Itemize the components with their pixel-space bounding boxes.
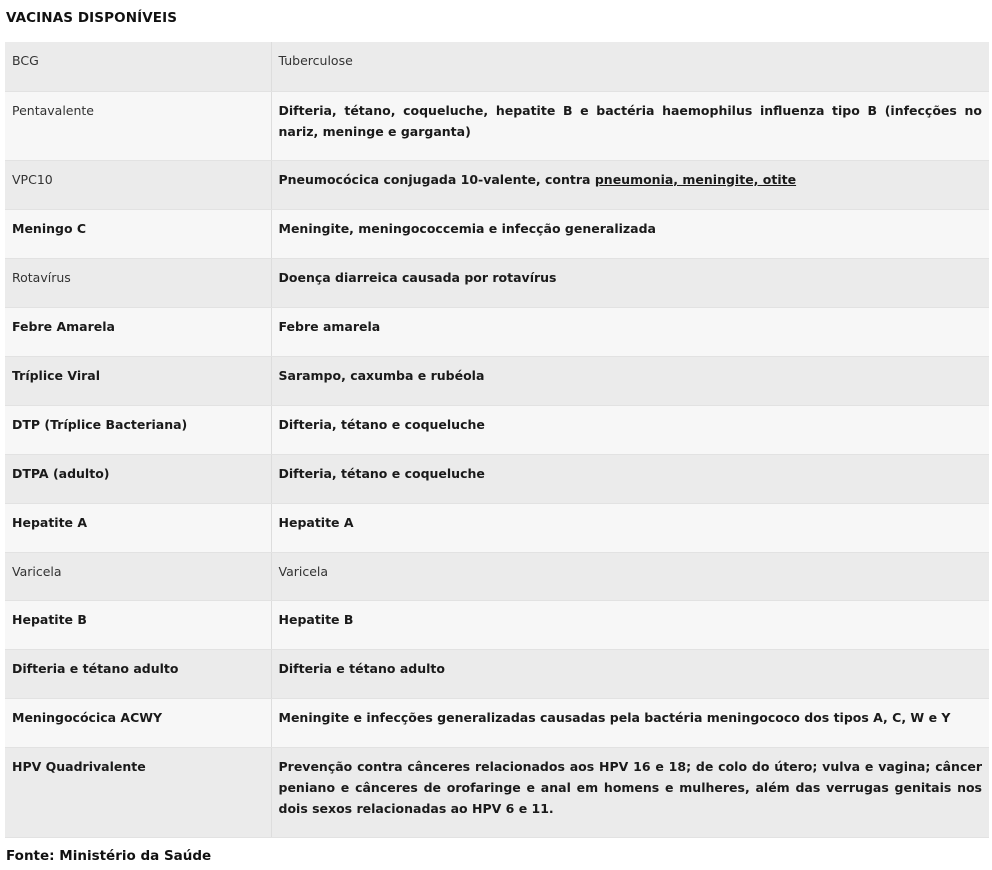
table-row bbox=[5, 552, 989, 600]
disease-description: Meningite e infecções generalizadas causadas pela bactéria meningococo dos tipos A, C, W e Y bbox=[271, 698, 989, 747]
disease-link[interactable]: pneumonia, meningite, otite bbox=[594, 171, 797, 187]
table-row bbox=[5, 91, 989, 160]
disease-description: Meningite, meningococcemia e infecção generalizada bbox=[271, 209, 989, 258]
vaccine-name: Febre Amarela bbox=[5, 307, 271, 356]
vaccine-name: Difteria e tétano adulto bbox=[5, 649, 271, 698]
vaccine-name: Hepatite B bbox=[5, 600, 271, 649]
disease-description: Hepatite A bbox=[271, 503, 989, 552]
disease-description: Difteria, tétano e coqueluche bbox=[271, 405, 989, 454]
disease-description: Difteria, tétano, coqueluche, hepatite B e bactéria haemophilus influenza tipo B (infecções no nariz, meninge e garganta) bbox=[271, 91, 989, 160]
vaccine-name: Tríplice Viral bbox=[5, 356, 271, 405]
table-row bbox=[5, 42, 989, 91]
table-row bbox=[5, 454, 989, 503]
vaccine-name: Pentavalente bbox=[5, 91, 271, 160]
table-row bbox=[5, 747, 989, 837]
table-row bbox=[5, 160, 989, 209]
disease-description: Difteria e tétano adulto bbox=[271, 649, 989, 698]
table-row bbox=[5, 503, 989, 552]
table-row bbox=[5, 209, 989, 258]
table-row bbox=[5, 356, 989, 405]
table-row bbox=[5, 307, 989, 356]
source-note: Fonte: Ministério da Saúde bbox=[6, 848, 212, 864]
table-row bbox=[5, 600, 989, 649]
disease-description bbox=[271, 160, 989, 209]
vaccine-name: Meningo C bbox=[5, 209, 271, 258]
vaccine-name: Meningocócica ACWY bbox=[5, 698, 271, 747]
vaccine-name: Rotavírus bbox=[5, 258, 271, 307]
vaccines-table bbox=[5, 42, 989, 838]
disease-description: Tuberculose bbox=[271, 42, 989, 91]
table-row bbox=[5, 258, 989, 307]
table-title: VACINAS DISPONÍVEIS bbox=[6, 10, 178, 26]
disease-description: Doença diarreica causada por rotavírus bbox=[271, 258, 989, 307]
disease-description: Febre amarela bbox=[271, 307, 989, 356]
disease-text: Pneumocócica conjugada 10-valente, contra bbox=[278, 171, 595, 187]
table-row bbox=[5, 649, 989, 698]
disease-description: Prevenção contra cânceres relacionados aos HPV 16 e 18; de colo do útero; vulva e vagina; câncer peniano e cânceres de orofaringe e anal em homens e mulheres, além das verrugas genitais nos dois sexos relacionadas ao HPV 6 e 11. bbox=[271, 747, 989, 837]
vaccine-name: DTPA (adulto) bbox=[5, 454, 271, 503]
disease-description: Sarampo, caxumba e rubéola bbox=[271, 356, 989, 405]
vaccine-name: Varicela bbox=[5, 552, 271, 600]
table-row bbox=[5, 698, 989, 747]
vaccine-name: VPC10 bbox=[5, 160, 271, 209]
vaccine-name: Hepatite A bbox=[5, 503, 271, 552]
disease-description: Varicela bbox=[271, 552, 989, 600]
vaccine-name: HPV Quadrivalente bbox=[5, 747, 271, 837]
vaccine-name: DTP (Tríplice Bacteriana) bbox=[5, 405, 271, 454]
table-row bbox=[5, 405, 989, 454]
disease-description: Hepatite B bbox=[271, 600, 989, 649]
vaccine-name: BCG bbox=[5, 42, 271, 91]
disease-description: Difteria, tétano e coqueluche bbox=[271, 454, 989, 503]
